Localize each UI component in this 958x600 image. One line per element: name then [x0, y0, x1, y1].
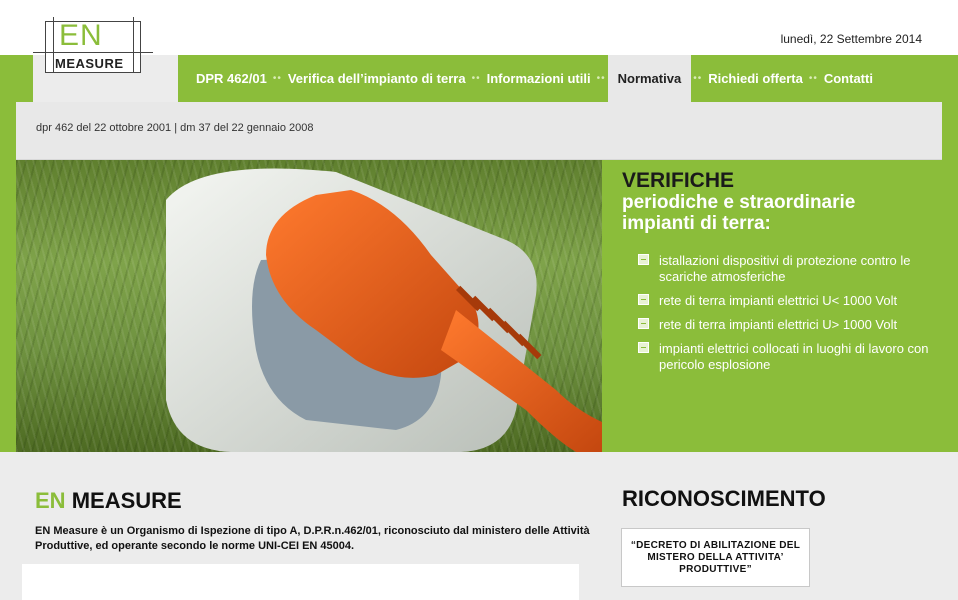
nav-separator: •• — [808, 73, 818, 84]
hero-image-plug-in-grass — [16, 160, 602, 452]
nav-item-informazioni-utili[interactable]: Informazioni utili — [486, 71, 591, 86]
promo-list — [622, 253, 958, 373]
bullet-icon — [638, 318, 649, 329]
nav-item-contatti[interactable]: Contatti — [823, 71, 873, 86]
promo-title: VERIFICHE — [622, 169, 735, 192]
nav-item-verifica-impianto[interactable]: Verifica dell’impianto di terra — [287, 71, 466, 86]
about-text: EN Measure è un Organismo di Ispezione di tipo A, D.P.R.n.462/01, riconosciuto dal ministero delle Attività Produttive, ed operante secondo le norme UNI-CEI EN 45004. — [35, 525, 590, 552]
nav-separator: •• — [272, 73, 282, 84]
breadcrumb-bar — [16, 102, 942, 160]
nav-item-dpr-462[interactable]: DPR 462/01 — [196, 71, 267, 86]
verifiche-promo-panel — [602, 160, 958, 452]
bullet-icon — [638, 294, 649, 305]
nav-item-richiedi-offerta[interactable]: Richiedi offerta — [708, 71, 803, 86]
main-navigation — [178, 55, 958, 102]
promo-subtitle-line2: impianti di terra: — [622, 213, 771, 234]
about-title — [35, 488, 595, 514]
logo-crossline — [53, 17, 54, 73]
about-section — [35, 488, 595, 554]
green-side-band — [0, 102, 16, 452]
recognition-title: RICONOSCIMENTO — [622, 486, 826, 511]
logo-en: EN — [59, 19, 103, 52]
recognition-decree-link[interactable] — [621, 528, 810, 587]
promo-subtitle-line1: periodiche e straordinarie — [622, 192, 856, 213]
logo-crossline — [133, 17, 134, 73]
content-panel — [22, 564, 579, 600]
promo-list-item: rete di terra impianti elettrici U> 1000 Volt — [622, 317, 952, 333]
promo-list-item: rete di terra impianti elettrici U< 1000 Volt — [622, 293, 952, 309]
promo-list-item: impianti elettrici collocati in luoghi di lavoro con pericolo esplosione — [622, 341, 952, 373]
current-date: lunedì, 22 Settembre 2014 — [780, 32, 922, 46]
bullet-icon — [638, 342, 649, 353]
green-band — [0, 55, 33, 102]
logo-measure: MEASURE — [55, 56, 124, 71]
about-title-en: EN — [35, 488, 66, 513]
nav-separator: •• — [693, 73, 703, 84]
promo-list-item: istallazioni dispositivi di protezione contro le scariche atmosferiche — [622, 253, 952, 285]
nav-separator: •• — [471, 73, 481, 84]
nav-separator: •• — [596, 73, 606, 84]
green-side-band — [942, 102, 958, 160]
plug-illustration — [16, 160, 602, 452]
bullet-icon — [638, 254, 649, 265]
en-measure-logo[interactable] — [33, 17, 153, 73]
nav-item-normativa[interactable]: Normativa — [608, 55, 692, 102]
about-title-rest: MEASURE — [71, 488, 182, 513]
breadcrumb: dpr 462 del 22 ottobre 2001 | dm 37 del 22 gennaio 2008 — [36, 122, 314, 134]
recognition-decree-text: “DECRETO DI ABILITAZIONE DEL MISTERO DELLA ATTIVITA’ PRODUTTIVE” — [630, 539, 801, 575]
